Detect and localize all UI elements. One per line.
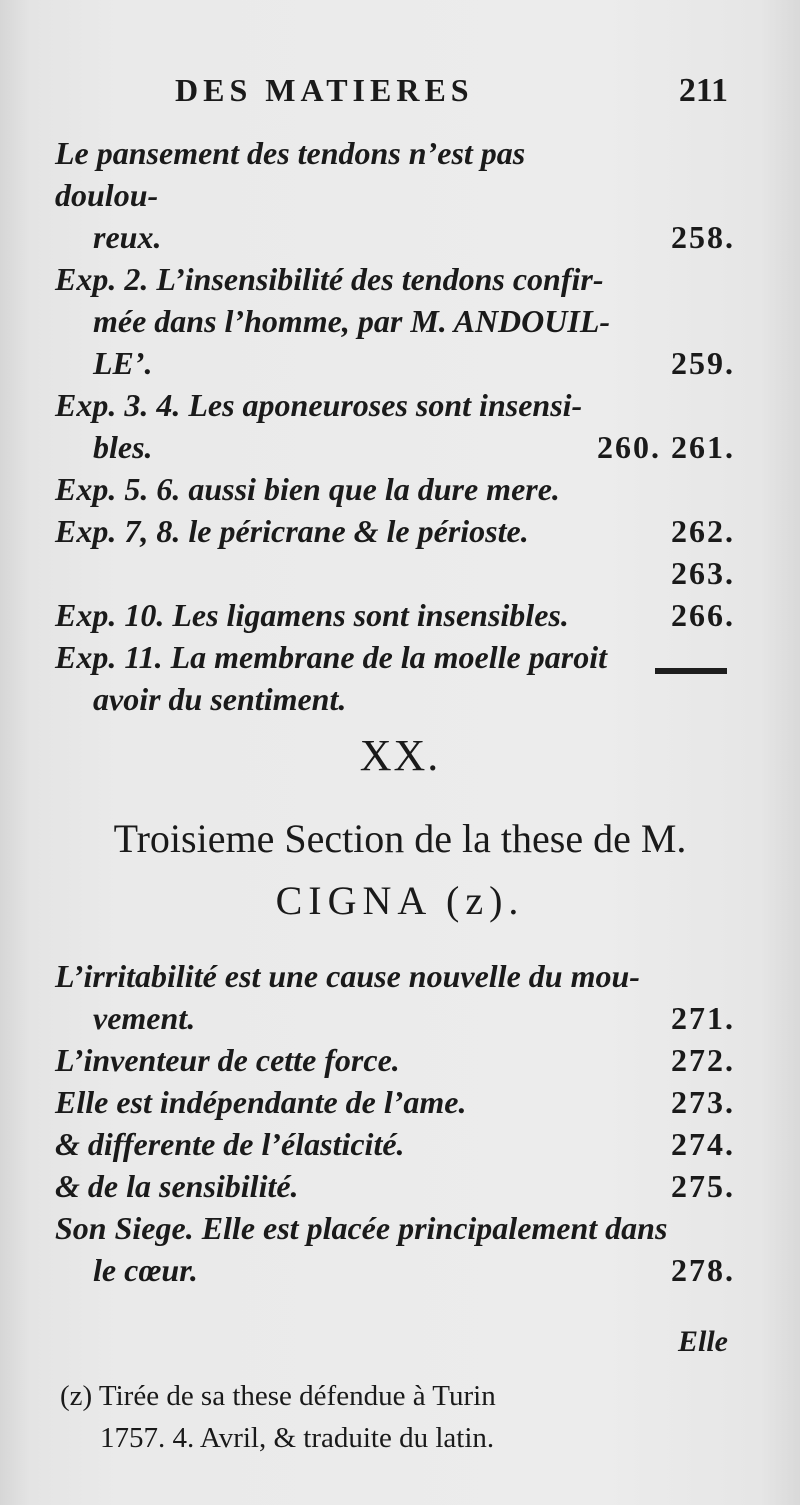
index-entry xyxy=(55,1207,735,1291)
index-entry xyxy=(55,1165,735,1207)
entry-pages: 274. xyxy=(671,1126,735,1162)
section-end-rule xyxy=(655,668,727,674)
entry-text: Exp. 10. Les ligamens sont insensibles. xyxy=(55,597,569,633)
entry-text-continued: mée dans l’homme, par M. ANDOUIL- xyxy=(93,303,611,339)
entry-text: L’inventeur de cette force. xyxy=(55,1042,400,1078)
entry-text-continued: LE’. xyxy=(93,345,153,381)
footnote xyxy=(60,1375,740,1459)
footnote-line: (z) Tirée de sa these défendue à Turin xyxy=(60,1380,496,1412)
entry-text-continued: vement. xyxy=(93,1000,196,1036)
index-entry xyxy=(55,132,735,258)
index-entry xyxy=(55,955,735,1039)
index-entry xyxy=(55,258,735,384)
entry-pages: 272. xyxy=(671,1042,735,1078)
entry-text-continued: avoir du sentiment. xyxy=(93,681,347,717)
entry-text: Exp. 11. La membrane de la moelle paroit xyxy=(55,639,607,675)
index-entry xyxy=(55,594,735,636)
footnote-line: 1757. 4. Avril, & traduite du latin. xyxy=(100,1422,495,1454)
page-header xyxy=(0,72,800,122)
index-entry xyxy=(55,1081,735,1123)
entry-pages: 262. xyxy=(671,513,735,549)
index-entry xyxy=(55,636,735,720)
entry-pages: 258. xyxy=(671,219,735,255)
entry-text: & differente de l’élasticité. xyxy=(55,1126,405,1162)
entry-blank-line xyxy=(55,552,735,594)
entry-pages: 260. 261. xyxy=(597,429,735,465)
page-number: 211 xyxy=(678,72,728,109)
entry-text: Elle est indépendante de l’ame. xyxy=(55,1084,467,1120)
catchword: Elle xyxy=(678,1325,728,1358)
entry-pages-second: 263. xyxy=(671,555,735,591)
entry-text: Exp. 5. 6. aussi bien que la dure mere. xyxy=(55,471,560,507)
entry-text-continued: bles. xyxy=(93,429,153,465)
index-entries-bottom xyxy=(55,955,735,1291)
entry-text: Le pansement des tendons n’est pas doulou- xyxy=(55,135,526,213)
index-entry xyxy=(55,1123,735,1165)
entry-text-continued: reux. xyxy=(93,219,162,255)
index-entry xyxy=(55,384,735,468)
running-head: DES MATIERES xyxy=(175,72,474,108)
section-title-line: Troisieme Section de la these de M. xyxy=(113,816,687,861)
index-entry xyxy=(55,1039,735,1081)
section-number: XX. xyxy=(359,731,441,780)
section-title xyxy=(0,808,800,932)
index-entry xyxy=(55,468,735,510)
index-entries-top xyxy=(55,132,735,720)
entry-pages: 273. xyxy=(671,1084,735,1120)
entry-pages: 259. xyxy=(671,345,735,381)
section-title-line: CIGNA (z). xyxy=(275,878,525,923)
index-entry xyxy=(55,510,735,594)
entry-text: Exp. 2. L’insensibilité des tendons confir- xyxy=(55,261,604,297)
entry-pages: 278. xyxy=(671,1252,735,1288)
entry-text: L’irritabilité est une cause nouvelle du mou- xyxy=(55,958,640,994)
entry-text: Exp. 3. 4. Les aponeuroses sont insensi- xyxy=(55,387,583,423)
entry-text: Son Siege. Elle est placée principalement dans xyxy=(55,1210,668,1246)
entry-text-continued: le cœur. xyxy=(93,1252,198,1288)
entry-pages: 266. xyxy=(671,597,735,633)
entry-text: Exp. 7, 8. le péricrane & le périoste. xyxy=(55,513,529,549)
entry-pages: 275. xyxy=(671,1168,735,1204)
entry-text: & de la sensibilité. xyxy=(55,1168,299,1204)
entry-pages: 271. xyxy=(671,1000,735,1036)
